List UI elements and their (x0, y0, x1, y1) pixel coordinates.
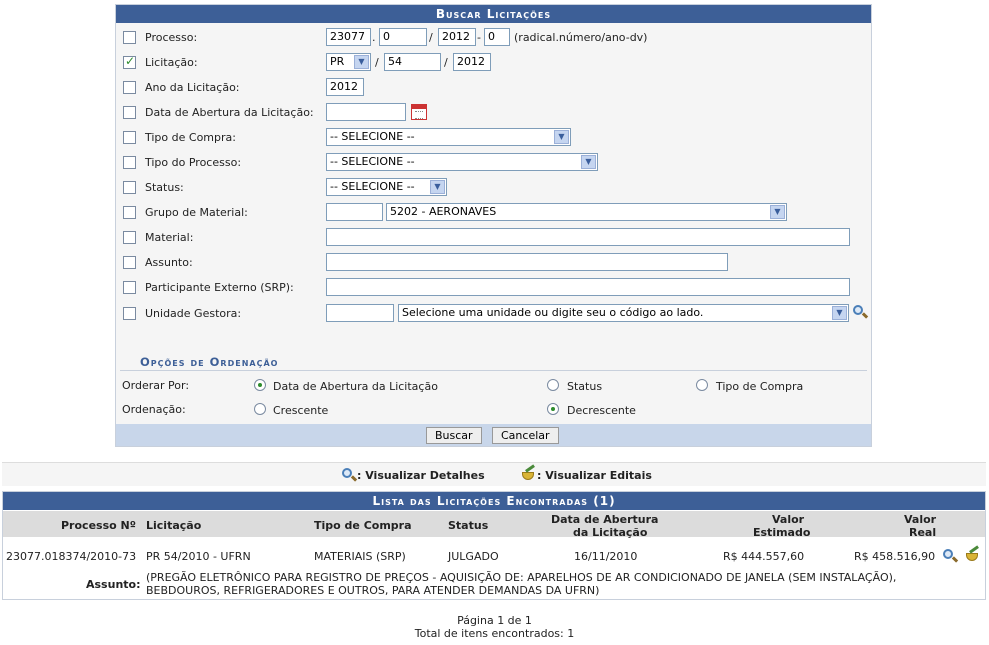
material-checkbox[interactable] (123, 231, 136, 244)
th-vest-2: Estimado (753, 526, 811, 539)
assunto-text-line-1: (PREGÃO ELETRÔNICO PARA REGISTRO DE PREÇOS - AQUISIÇÃO DE: APARELHOS DE AR CONDICIONADO DE JANELA (SEM INSTALAÇÃO), (146, 571, 897, 584)
cell-valor-real: R$ 458.516,90 (854, 550, 936, 563)
pager-page: Página 1 de 1 (457, 614, 532, 627)
cell-valor-estimado: R$ 444.557,60 (723, 550, 805, 563)
unidade-label: Unidade Gestora: (145, 307, 242, 320)
ano-licitacao-label: Ano da Licitação: (145, 81, 240, 94)
cell-tipo: MATERIAIS (SRP) (314, 550, 406, 563)
ordenar-data-radio[interactable] (254, 379, 266, 391)
row-licitacao (116, 53, 871, 73)
th-vreal-1: Valor (904, 513, 937, 526)
ordenar-tipo-radio[interactable] (696, 379, 708, 391)
ordenar-status-radio[interactable] (547, 379, 559, 391)
pager-total: Total de itens encontrados: 1 (414, 627, 575, 640)
status-checkbox[interactable] (123, 181, 136, 194)
tipo-compra-value: -- SELECIONE -- (330, 130, 415, 143)
ordenacao-label: Ordenação: (122, 403, 186, 416)
assunto-text-line-2: BEBDOUROS, REFRIGERADORES E OUTROS, PARA ATENDER DEMANDAS DA UFRN) (146, 584, 600, 597)
search-form (115, 4, 872, 447)
tipo-processo-label: Tipo do Processo: (145, 156, 242, 169)
assunto-input[interactable] (326, 253, 728, 271)
calendar-icon[interactable] (411, 104, 427, 120)
processo-ano-input[interactable]: 2012 (438, 28, 476, 46)
unidade-select[interactable] (398, 304, 849, 322)
buscar-button[interactable]: Buscar (426, 427, 482, 444)
row-grupo-material (116, 203, 871, 223)
button-bar (116, 424, 871, 446)
licitacao-modalidade-value: PR (330, 55, 345, 68)
ano-licitacao-checkbox[interactable] (123, 81, 136, 94)
view-editais-icon[interactable] (964, 548, 980, 562)
row-participante (116, 278, 871, 298)
crescente-radio[interactable] (254, 403, 266, 415)
ano-licitacao-input[interactable]: 2012 (326, 78, 364, 96)
row-tipo-processo (116, 153, 871, 173)
ordenar-por-label: Orderar Por: (122, 379, 190, 392)
legend-editais: : Visualizar Editais (537, 469, 652, 482)
licitacao-ano-input[interactable]: 2012 (453, 53, 491, 71)
processo-hint: (radical.número/ano-dv) (514, 31, 648, 44)
grupo-material-select[interactable] (386, 203, 787, 221)
form-title: Buscar Licitações (116, 5, 871, 23)
licitacao-sep-slash: / (375, 56, 379, 69)
licitacao-checkbox[interactable] (123, 56, 136, 69)
legend-detalhes: : Visualizar Detalhes (357, 469, 485, 482)
cell-data: 16/11/2010 (574, 550, 638, 563)
unidade-code-input[interactable] (326, 304, 394, 322)
data-abertura-checkbox[interactable] (123, 106, 136, 119)
processo-radical-input[interactable]: 23077 (326, 28, 371, 46)
material-label: Material: (145, 231, 194, 244)
magnifier-icon (342, 468, 356, 482)
th-vest-1: Valor (772, 513, 805, 526)
row-material (116, 228, 871, 248)
chevron-down-icon: ▼ (770, 205, 785, 219)
data-abertura-input[interactable] (326, 103, 406, 121)
cell-processo: 23077.018374/2010-73 (6, 550, 137, 563)
chevron-down-icon: ▼ (581, 155, 596, 169)
status-select[interactable] (326, 178, 447, 196)
cell-licitacao: PR 54/2010 - UFRN (146, 550, 251, 563)
assunto-checkbox[interactable] (123, 256, 136, 269)
row-unidade (116, 304, 871, 324)
participante-checkbox[interactable] (123, 281, 136, 294)
chevron-down-icon: ▼ (430, 180, 445, 194)
ordenacao-title: Opções de Ordenação (120, 351, 867, 371)
decrescente-label: Decrescente (567, 404, 636, 417)
ordenar-status-label: Status (567, 380, 603, 393)
cancelar-button[interactable]: Cancelar (492, 427, 559, 444)
grupo-material-value: 5202 - AERONAVES (390, 205, 497, 218)
ordenar-data-label: Data de Abertura da Licitação (273, 380, 438, 393)
row-tipo-compra (116, 128, 871, 148)
grupo-material-label: Grupo de Material: (145, 206, 248, 219)
row-assunto (116, 253, 871, 273)
status-value: -- SELECIONE -- (330, 180, 415, 193)
table-header (3, 511, 985, 537)
th-licitacao: Licitação (146, 519, 202, 532)
processo-sep-dash: - (477, 31, 481, 44)
status-label: Status: (145, 181, 184, 194)
unidade-value: Selecione uma unidade ou digite seu o código ao lado. (402, 306, 704, 319)
data-abertura-label: Data de Abertura da Licitação: (145, 106, 314, 119)
grupo-material-code-input[interactable] (326, 203, 383, 221)
licitacao-label: Licitação: (145, 56, 198, 69)
assunto-row-label: Assunto: (86, 578, 141, 591)
licitacao-sep-slash-2: / (444, 56, 448, 69)
row-processo (116, 28, 871, 48)
tipo-processo-value: -- SELECIONE -- (330, 155, 415, 168)
th-vreal-2: Real (909, 526, 937, 539)
th-tipo: Tipo de Compra (314, 519, 412, 532)
tipo-processo-select[interactable] (326, 153, 598, 171)
th-processo: Processo Nº (61, 519, 136, 532)
tipo-compra-checkbox[interactable] (123, 131, 136, 144)
licitacao-numero-input[interactable]: 54 (384, 53, 441, 71)
search-icon[interactable] (853, 305, 867, 319)
grupo-material-checkbox[interactable] (123, 206, 136, 219)
results-table (2, 491, 986, 600)
cell-status: JULGADO (448, 550, 499, 563)
unidade-checkbox[interactable] (123, 307, 136, 320)
th-data-2: da Licitação (573, 526, 648, 539)
row-status (116, 178, 871, 198)
decrescente-radio[interactable] (547, 403, 559, 415)
results-title: Lista das Licitações Encontradas (1) (3, 492, 985, 510)
processo-label: Processo: (145, 31, 198, 44)
row-ano-licitacao (116, 78, 871, 98)
crescente-label: Crescente (273, 404, 329, 417)
processo-sep-dot: . (372, 31, 376, 44)
view-details-icon[interactable] (943, 549, 957, 563)
processo-numero-input[interactable]: 0 (379, 28, 427, 46)
assunto-label: Assunto: (145, 256, 193, 269)
participante-input[interactable] (326, 278, 850, 296)
ordenar-tipo-label: Tipo de Compra (716, 380, 804, 393)
th-data-1: Data de Abertura (551, 513, 659, 526)
edital-icon (520, 467, 536, 481)
material-input[interactable] (326, 228, 850, 246)
processo-sep-slash: / (429, 31, 433, 44)
chevron-down-icon: ▼ (832, 306, 847, 320)
processo-checkbox[interactable] (123, 31, 136, 44)
th-status: Status (448, 519, 489, 532)
tipo-compra-select[interactable] (326, 128, 571, 146)
chevron-down-icon: ▼ (354, 55, 369, 69)
chevron-down-icon: ▼ (554, 130, 569, 144)
participante-label: Participante Externo (SRP): (145, 281, 294, 294)
tipo-compra-label: Tipo de Compra: (145, 131, 236, 144)
tipo-processo-checkbox[interactable] (123, 156, 136, 169)
icon-legend (2, 462, 986, 486)
row-data-abertura (116, 103, 871, 123)
licitacao-modalidade-select[interactable] (326, 53, 371, 71)
processo-dv-input[interactable]: 0 (484, 28, 510, 46)
